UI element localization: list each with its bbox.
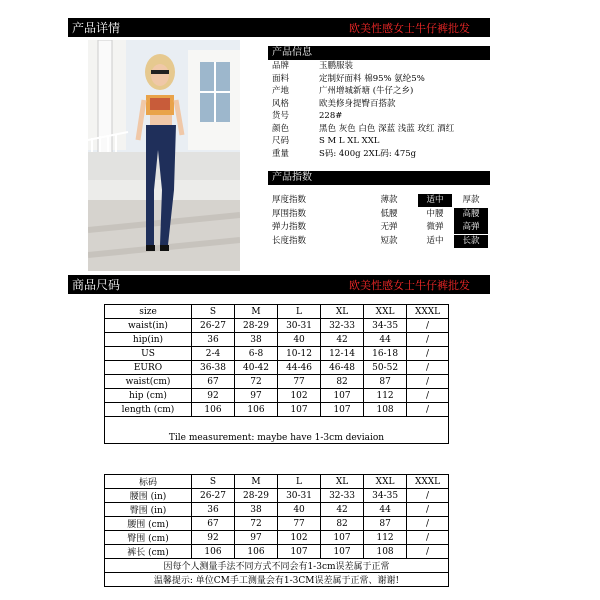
info-value: S M L XL XXL: [319, 136, 380, 146]
info-value: 广州增城新塘 (牛仔之乡): [319, 86, 414, 96]
index-label: 弹力指数: [272, 222, 307, 232]
info-section-title: 产品信息: [268, 46, 490, 60]
table-header-row: [105, 305, 449, 319]
table-cell: /: [407, 545, 449, 559]
table-cell: 107: [321, 389, 364, 403]
info-value: 欧美修身提臀百搭款: [319, 98, 396, 109]
index-option-selected: 高弹: [454, 221, 488, 234]
info-key: 风格: [272, 98, 290, 109]
table-header-cell: XL: [321, 305, 364, 319]
table-row: [105, 319, 449, 333]
table-cell: 97: [235, 389, 278, 403]
table-note-row: [105, 559, 449, 573]
table-cell: 腰围 (cm): [105, 517, 192, 531]
table-cell: 42: [321, 503, 364, 517]
table-row: [105, 489, 449, 503]
index-row: [268, 235, 490, 248]
table-header-cell: XL: [321, 475, 364, 489]
table-cell: /: [407, 389, 449, 403]
table-note-row: [105, 573, 449, 587]
table-cell: 77: [278, 517, 321, 531]
table-header-cell: 标码: [105, 475, 192, 489]
table-cell: waist(cm): [105, 375, 192, 389]
table-cell: 102: [278, 531, 321, 545]
table-cell: 38: [235, 333, 278, 347]
size-table-english: [104, 304, 449, 444]
table-cell: 裤长 (cm): [105, 545, 192, 559]
table-header-cell: XXXL: [407, 305, 449, 319]
info-value: 黑色 灰色 白色 深蓝 浅蓝 玫红 酒红: [319, 123, 455, 134]
info-key: 品牌: [272, 61, 290, 71]
table-row: [105, 531, 449, 545]
table-cell: 107: [321, 403, 364, 417]
info-row: [272, 110, 492, 122]
index-row: [268, 208, 490, 221]
table-header-cell: XXL: [364, 475, 407, 489]
info-key: 产地: [272, 86, 290, 96]
index-row: [268, 194, 490, 207]
table-cell: 87: [364, 517, 407, 531]
table-cell: 106: [192, 403, 235, 417]
index-option: 厚款: [462, 195, 480, 205]
table-cell: hip (cm): [105, 389, 192, 403]
index-option: 适中: [426, 235, 444, 246]
table-cell: 36: [192, 333, 235, 347]
table-cell: 10-12: [278, 347, 321, 361]
index-section-title: 产品指数: [268, 171, 490, 185]
info-key: 颜色: [272, 123, 290, 134]
table-header-cell: M: [235, 475, 278, 489]
info-row: [272, 73, 492, 85]
index-option: 微弹: [426, 222, 444, 232]
table-cell: 40: [278, 503, 321, 517]
table-cell: /: [407, 347, 449, 361]
table-cell: 77: [278, 375, 321, 389]
table-cell: 82: [321, 517, 364, 531]
index-option-selected: 适中: [418, 194, 452, 207]
table-row: [105, 503, 449, 517]
table-cell: 82: [321, 375, 364, 389]
table-cell: 92: [192, 389, 235, 403]
info-row: [272, 123, 492, 135]
table-note: Tile measurement: maybe have 1-3cm deviaion: [105, 417, 449, 444]
table-cell: 30-31: [278, 319, 321, 333]
table-note: 温馨提示: 单位CM手工测量会有1-3CM误差属于正常、谢谢!: [105, 573, 449, 587]
info-key: 货号: [272, 111, 290, 121]
table-cell: 34-35: [364, 319, 407, 333]
table-header-cell: L: [278, 475, 321, 489]
table-row: [105, 389, 449, 403]
info-row: [272, 85, 492, 97]
size-chart-header: [68, 275, 490, 294]
table-cell: hip(in): [105, 333, 192, 347]
table-cell: 臀围 (cm): [105, 531, 192, 545]
table-cell: 28-29: [235, 319, 278, 333]
table-row: [105, 333, 449, 347]
table-row: [105, 375, 449, 389]
table-cell: 32-33: [321, 489, 364, 503]
table-cell: 107: [278, 545, 321, 559]
product-details-header: [68, 18, 490, 37]
info-value: 玉鹏服装: [319, 61, 354, 71]
table-header-cell: S: [192, 305, 235, 319]
table-cell: 12-14: [321, 347, 364, 361]
table-header-cell: size: [105, 305, 192, 319]
info-row: [272, 98, 492, 110]
index-option-selected: 长款: [454, 235, 488, 248]
product-details-title: 产品详情: [72, 21, 121, 35]
table-cell: 107: [321, 545, 364, 559]
table-header-cell: M: [235, 305, 278, 319]
table-row: [105, 403, 449, 417]
info-value: S码: 400g 2XL码: 475g: [319, 148, 417, 159]
table-note: 因每个人测量手法不同方式不同会有1-3cm误差属于正常: [105, 559, 449, 573]
index-label: 厚围指数: [272, 208, 307, 219]
index-option: 薄款: [380, 195, 398, 205]
table-cell: 44: [364, 333, 407, 347]
table-cell: 87: [364, 375, 407, 389]
table-cell: 40-42: [235, 361, 278, 375]
info-value: 定制好面料 棉95% 氨纶5%: [319, 73, 425, 84]
index-row: [268, 221, 490, 234]
index-option-selected: 高腰: [454, 208, 488, 221]
index-option: 低腰: [380, 208, 398, 219]
table-cell: 26-27: [192, 319, 235, 333]
table-cell: /: [407, 333, 449, 347]
table-cell: 112: [364, 531, 407, 545]
table-cell: /: [407, 517, 449, 531]
table-cell: 36-38: [192, 361, 235, 375]
table-cell: 2-4: [192, 347, 235, 361]
table-cell: 腰围 (in): [105, 489, 192, 503]
table-cell: 30-31: [278, 489, 321, 503]
info-row: [272, 135, 492, 147]
table-note-row: [105, 417, 449, 444]
table-cell: /: [407, 319, 449, 333]
table-cell: 107: [278, 403, 321, 417]
info-value: 228#: [319, 111, 343, 121]
header-slogan-2: 欧美性感女士牛仔裤批发: [349, 278, 470, 292]
index-label: 长度指数: [272, 235, 307, 246]
index-label: 厚度指数: [272, 195, 307, 205]
table-cell: US: [105, 347, 192, 361]
table-cell: length (cm): [105, 403, 192, 417]
table-cell: 34-35: [364, 489, 407, 503]
table-cell: EURO: [105, 361, 192, 375]
table-cell: 32-33: [321, 319, 364, 333]
table-cell: /: [407, 361, 449, 375]
table-cell: 106: [235, 403, 278, 417]
header-slogan: 欧美性感女士牛仔裤批发: [349, 21, 470, 35]
table-header-cell: XXL: [364, 305, 407, 319]
table-header-row: [105, 475, 449, 489]
table-row: [105, 347, 449, 361]
info-row: [272, 60, 492, 72]
table-cell: 44: [364, 503, 407, 517]
table-row: [105, 517, 449, 531]
table-cell: 106: [192, 545, 235, 559]
table-cell: 50-52: [364, 361, 407, 375]
table-header-cell: S: [192, 475, 235, 489]
table-cell: 46-48: [321, 361, 364, 375]
info-key: 面料: [272, 73, 290, 84]
table-cell: 106: [235, 545, 278, 559]
table-cell: 44-46: [278, 361, 321, 375]
table-cell: 40: [278, 333, 321, 347]
size-chart-title: 商品尺码: [72, 278, 121, 292]
index-option: 短款: [380, 235, 398, 246]
table-cell: 108: [364, 403, 407, 417]
table-cell: 107: [321, 531, 364, 545]
table-cell: 102: [278, 389, 321, 403]
table-cell: waist(in): [105, 319, 192, 333]
table-cell: 108: [364, 545, 407, 559]
table-cell: 38: [235, 503, 278, 517]
index-option: 中腰: [426, 208, 444, 219]
table-cell: 112: [364, 389, 407, 403]
info-row: [272, 148, 492, 160]
info-key: 重量: [272, 148, 290, 159]
table-row: [105, 545, 449, 559]
info-key: 尺码: [272, 136, 290, 146]
table-cell: /: [407, 531, 449, 545]
table-cell: 72: [235, 517, 278, 531]
size-table-chinese: [104, 474, 449, 587]
index-option: 无弹: [380, 222, 398, 232]
table-cell: 6-8: [235, 347, 278, 361]
table-header-cell: XXXL: [407, 475, 449, 489]
table-cell: 72: [235, 375, 278, 389]
table-cell: 26-27: [192, 489, 235, 503]
table-cell: 97: [235, 531, 278, 545]
table-row: [105, 361, 449, 375]
table-cell: 28-29: [235, 489, 278, 503]
table-cell: /: [407, 375, 449, 389]
table-cell: /: [407, 489, 449, 503]
table-cell: 16-18: [364, 347, 407, 361]
table-cell: 42: [321, 333, 364, 347]
table-cell: 67: [192, 517, 235, 531]
table-cell: /: [407, 403, 449, 417]
product-photo: [88, 40, 240, 271]
table-cell: 臀围 (in): [105, 503, 192, 517]
table-cell: 67: [192, 375, 235, 389]
table-cell: 36: [192, 503, 235, 517]
table-cell: /: [407, 503, 449, 517]
table-header-cell: L: [278, 305, 321, 319]
table-cell: 92: [192, 531, 235, 545]
